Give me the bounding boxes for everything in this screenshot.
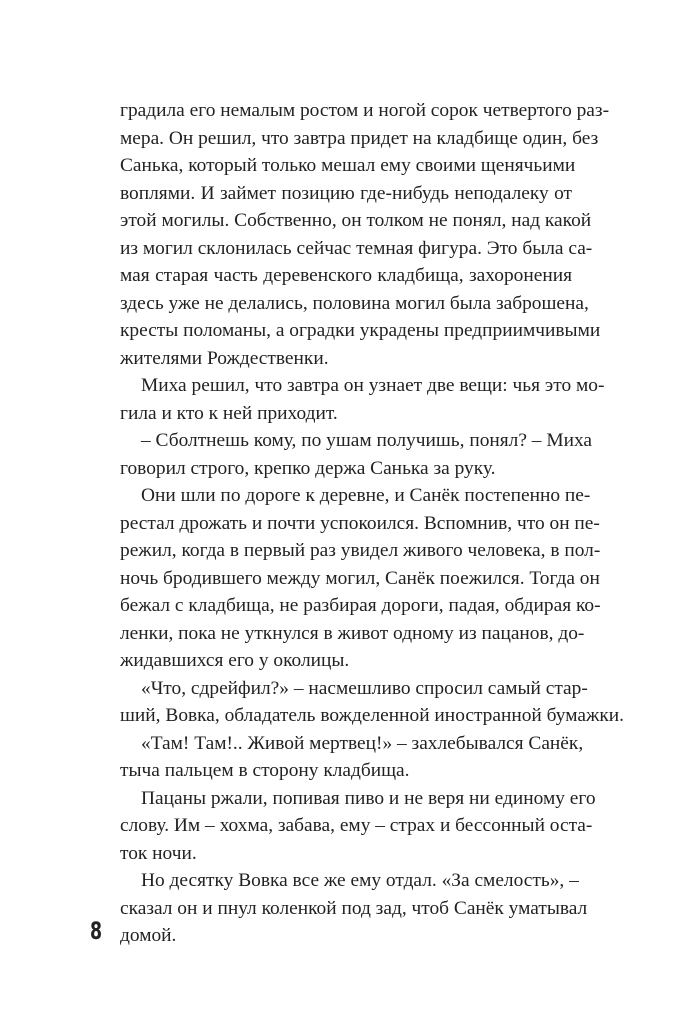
- text-line: ночь бродившего между могил, Санёк поежился. Тогда он: [120, 567, 600, 589]
- text-line: домой.: [120, 925, 177, 946]
- text-line: воплями. И займет позицию где-нибудь неподалеку от: [120, 182, 572, 204]
- text-line: мера. Он решил, что завтра придет на кладбище один, без: [120, 127, 599, 149]
- text-line: Но десятку Вовка все же ему отдал. «За смелость», –: [141, 870, 579, 891]
- text-line: жидавшихся его у околицы.: [120, 650, 350, 671]
- text-line: из могил склонилась сейчас темная фигура. Это была са-: [120, 237, 593, 259]
- text-line: говорил строго, крепко держа Санька за руку.: [120, 457, 496, 479]
- text-line: здесь уже не делались, половина могил была заброшена,: [120, 292, 589, 314]
- text-line: ший, Вовка, обладатель вожделенной иностранной бумажки.: [120, 705, 625, 726]
- text-line: Они шли по дороге к деревне, и Санёк постепенно пе-: [141, 485, 591, 506]
- text-line: тыча пальцем в сторону кладбища.: [120, 760, 410, 781]
- text-line: сказал он и пнул коленкой под зад, чтоб Санёк уматывал: [120, 897, 588, 919]
- text-line: ленки, пока не уткнулся в живот одному из пацанов, до-: [120, 622, 585, 644]
- text-line: жителями Рождественки.: [120, 347, 329, 369]
- page-number: 8: [90, 917, 103, 945]
- text-line: слову. Им – хохма, забава, ему – страх и бессонный оста-: [120, 815, 593, 836]
- text-line: – Сболтнешь кому, по ушам получишь, понял? – Миха: [141, 430, 593, 451]
- text-line: режил, когда в первый раз увидел живого человека, в пол-: [120, 540, 601, 561]
- text-line: ток ночи.: [120, 842, 197, 864]
- text-line: Миха решил, что завтра он узнает две вещи: чья это мо-: [141, 375, 605, 396]
- text-line: рестал дрожать и почти успокоился. Вспомнив, что он пе-: [120, 512, 600, 534]
- text-line: бежал с кладбища, не разбирая дороги, падая, обдирая ко-: [120, 595, 601, 616]
- text-line: кресты поломаны, а оградки украдены предприимчивыми: [120, 320, 601, 341]
- text-line: градила его немалым ростом и ногой сорок четвертого раз-: [120, 100, 610, 121]
- text-line: «Что, сдрейфил?» – насмешливо спросил самый стар-: [141, 677, 588, 699]
- text-line: «Там! Там!.. Живой мертвец!» – захлебывался Санёк,: [141, 732, 584, 754]
- text-line: мая старая часть деревенского кладбища, захоронения: [120, 265, 572, 286]
- text-line: Пацаны ржали, попивая пиво и не веря ни единому его: [141, 787, 596, 809]
- text-line: этой могилы. Собственно, он толком не понял, над какой: [120, 210, 592, 231]
- text-line: гила и кто к ней приходит.: [120, 402, 338, 424]
- text-line: Санька, который только мешал ему своими щенячьими: [120, 155, 576, 176]
- body-text: [120, 97, 625, 950]
